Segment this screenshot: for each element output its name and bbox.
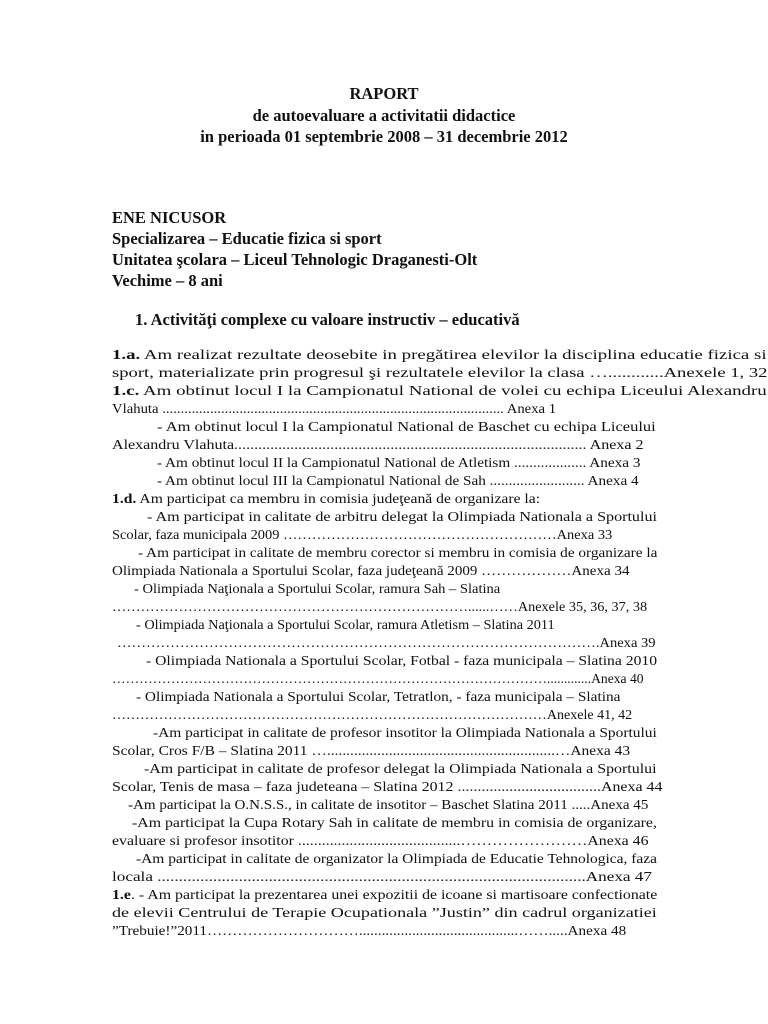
paragraph-line: …………………………………………………………………………………Anexele 41, 42 [112, 708, 633, 723]
school-unit: Unitatea şcolara – Liceul Tehnologic Draganesti-Olt [112, 250, 478, 269]
paragraph-line: 1.a. Am realizat rezultate deosebite in pregătirea elevilor la disciplina educatie fizica si [112, 348, 767, 363]
person-name: ENE NICUSOR [112, 208, 227, 227]
paragraph-line: - Olimpiada Naţionala a Sportului Scolar, ramura Sah – Slatina [134, 582, 501, 597]
paragraph-line: - Am obtinut locul I la Campionatul National de Baschet cu echipa Liceului [157, 420, 656, 435]
paragraph-line: sport, materializate prin progresul şi rezultatele elevilor la clasa …............Anexele 1, 32 [112, 366, 768, 381]
paragraph-line: Scolar, Tenis de masa – faza judeteana – Slatina 2012 ....................................Anexa 44 [112, 780, 663, 795]
specialization: Specializarea – Educatie fizica si sport [112, 229, 382, 248]
paragraph-line: -Am participat in calitate de profesor delegat la Olimpiada Nationala a Sportului [144, 762, 657, 777]
paragraph-line: …………………………………………………………………......……Anexele 35, 36, 37, 38 [112, 600, 648, 615]
paragraph-line: -Am participat la Cupa Rotary Sah in calitate de membru in comisia de organizare, [132, 816, 657, 831]
paragraph-line: - Am obtinut locul II la Campionatul National de Atletism ................... Anexa 3 [157, 456, 641, 471]
item-tag: 1.c. [112, 384, 140, 399]
paragraph-line: -Am participat la O.N.S.S., in calitate de insotitor – Baschet Slatina 2011 .....Anexa 45 [128, 798, 649, 813]
paragraph-line: 1.d. Am participat ca membru in comisia judeţeană de organizare la: [112, 492, 541, 507]
paragraph-line: Alexandru Vlahuta........................................................................................ Anexa 2 [112, 438, 644, 453]
paragraph-line: - Olimpiada Nationala a Sportului Scolar, Fotbal - faza municipala – Slatina 2010 [146, 654, 658, 669]
paragraph-line: 1.c. Am obtinut locul I la Campionatul National de volei cu echipa Liceului Alexandru [112, 384, 767, 399]
paragraph-line: Olimpiada Nationala a Sportului Scolar, faza judeţeană 2009 ………………Anexa 34 [112, 564, 630, 579]
seniority: Vechime – 8 ani [112, 271, 223, 290]
report-title: RAPORT [349, 84, 419, 103]
paragraph-line: - Am participat in calitate de membru corector si membru in comisia de organizare la [138, 546, 658, 561]
paragraph-line: - Olimpiada Naţionala a Sportului Scolar, ramura Atletism – Slatina 2011 [136, 618, 555, 633]
item-tag: 1.e [112, 888, 131, 903]
paragraph-line: Scolar, Cros F/B – Slatina 2011 …...........................................................…Anexa 43 [112, 744, 631, 759]
item-tag: 1.a. [112, 348, 141, 363]
paragraph-line: ”Trebuie!”2011…………………………..........................................…….....Anexa 48 [112, 924, 627, 939]
paragraph-line: 1.e. - Am participat la prezentarea unei expozitii de icoane si martisoare confectionate [112, 888, 658, 903]
paragraph-line: …………………………………………………………………………………….............Anexa 40 [112, 672, 644, 687]
paragraph-line: -Am participat in calitate de profesor insotitor la Olimpiada Nationala a Sportului [153, 726, 657, 741]
report-period: in perioada 01 septembrie 2008 – 31 decembrie 2012 [200, 127, 568, 146]
paragraph-line: locala ....................................................................................................Anexa 47 [112, 870, 652, 885]
section-heading: 1. Activităţi complexe cu valoare instructiv – educativă [135, 310, 520, 329]
report-subtitle: de autoevaluare a activitatii didactice [252, 106, 516, 125]
paragraph-line: Scolar, faza municipala 2009 …………………………………………………Anexa 33 [112, 528, 613, 543]
paragraph-line: de elevii Centrului de Terapie Ocupationala ”Justin” din cadrul organizatiei [112, 906, 657, 921]
paragraph-line: - Am participat in calitate de arbitru delegat la Olimpiada Nationala a Sportului [147, 510, 657, 525]
paragraph-line: - Am obtinut locul III la Campionatul National de Sah ......................... Anexa 4 [157, 474, 639, 489]
item-tag: 1.d. [112, 492, 137, 507]
paragraph-line: Vlahuta ............................................................................................. Anexa 1 [112, 402, 557, 417]
paragraph-line: ……………………………………………………………………………………….Anexa 39 [117, 636, 656, 651]
paragraph-line: -Am participat in calitate de organizator la Olimpiada de Educatie Tehnologica, faza [136, 852, 657, 867]
paragraph-line: - Olimpiada Nationala a Sportului Scolar, Tetratlon, - faza municipala – Slatina [136, 690, 621, 705]
paragraph-line: evaluare si profesor insotitor .........................................……………………Anexa 46 [112, 834, 649, 849]
